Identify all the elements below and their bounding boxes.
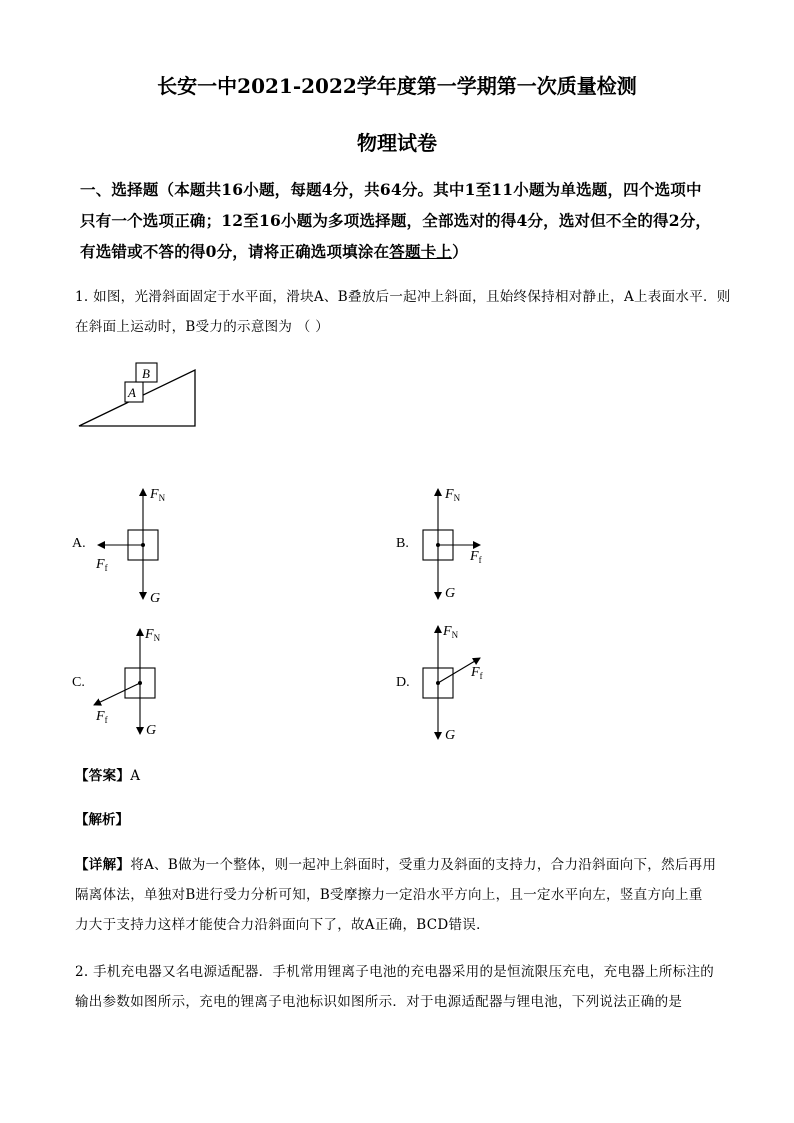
answer-tag: 【答案】 (75, 768, 131, 784)
ff-label: $F_f$ (96, 709, 108, 725)
fn-label: $F_N$ (145, 627, 161, 643)
section-intro-line-1: 一、选择题（本题共16小题，每题4分，共64分。其中1至11小题为单选题，四个选项中 (80, 180, 702, 199)
option-b-label: B. (396, 536, 409, 551)
ff-label: $F_f$ (471, 665, 483, 681)
answer-line (75, 764, 140, 784)
analysis-tag: 【解析】 (75, 812, 129, 828)
g-label: G (146, 723, 157, 738)
answer-value: A (130, 768, 141, 784)
section-intro-close: ） (452, 242, 468, 261)
option-d-label: D. (396, 675, 410, 690)
incline-figure (70, 355, 210, 435)
g-label: G (445, 586, 456, 601)
detail-line-3: 力大于支持力这样才能使合力沿斜面向下了，故A正确，BCD错误． (75, 917, 490, 933)
fn-label: $F_N$ (150, 487, 166, 503)
ff-label: $F_f$ (470, 549, 482, 565)
detail-line-2: 隔离体法，单独对B进行受力分析可知，B受摩擦力一定沿水平方向上，且一定水平向左，竖直方向上重 (75, 887, 703, 903)
q2-stem-line-2: 输出参数如图所示，充电的锂离子电池标识如图所示．对于电源适配器与锂电池，下列说法正确的是 (75, 994, 683, 1010)
option-b-diagram (412, 482, 502, 607)
page-title: 长安一中2021-2022学年度第一学期第一次质量检测 (157, 74, 637, 98)
section-intro-line-3 (80, 240, 468, 262)
section-intro-text: 有选错或不答的得0分，请将正确选项填涂在 (80, 242, 390, 261)
fn-label: $F_N$ (443, 624, 459, 640)
option-c-label: C. (72, 675, 85, 690)
block-b-label: B (142, 366, 150, 381)
friction-arrow (94, 683, 140, 705)
block-a-label: A (128, 385, 136, 400)
section-intro-line-2: 只有一个选项正确；12至16小题为多项选择题，全部选对的得4分，选对但不全的得2分， (80, 211, 712, 230)
option-a-diagram (90, 482, 180, 607)
g-label: G (150, 591, 161, 606)
page-subtitle: 物理试卷 (357, 131, 437, 155)
option-c-diagram (90, 622, 180, 747)
answer-sheet-link: 答题卡上 (389, 242, 453, 261)
detail-tag: 【详解】 (75, 857, 131, 873)
detail-text-1: 将A、B做为一个整体，则一起冲上斜面时，受重力及斜面的支持力，合力沿斜面向下，然后再用 (130, 857, 717, 873)
q1-stem-line-2: 在斜面上运动时，B受力的示意图为 （ ） (75, 319, 330, 335)
g-label: G (445, 728, 456, 743)
option-a-label: A. (72, 536, 86, 551)
q1-stem-line-1: 1. 如图，光滑斜面固定于水平面，滑块A、B叠放后一起冲上斜面，且始终保持相对静止，A上表面水平．则 (75, 289, 731, 305)
detail-line-1 (75, 853, 716, 873)
option-d-diagram (412, 618, 502, 746)
ff-label: $F_f$ (96, 557, 108, 573)
q2-stem-line-1: 2. 手机充电器又名电源适配器．手机常用锂离子电池的充电器采用的是恒流限压充电，充电器上所标注的 (75, 964, 715, 980)
fn-label: $F_N$ (445, 487, 461, 503)
